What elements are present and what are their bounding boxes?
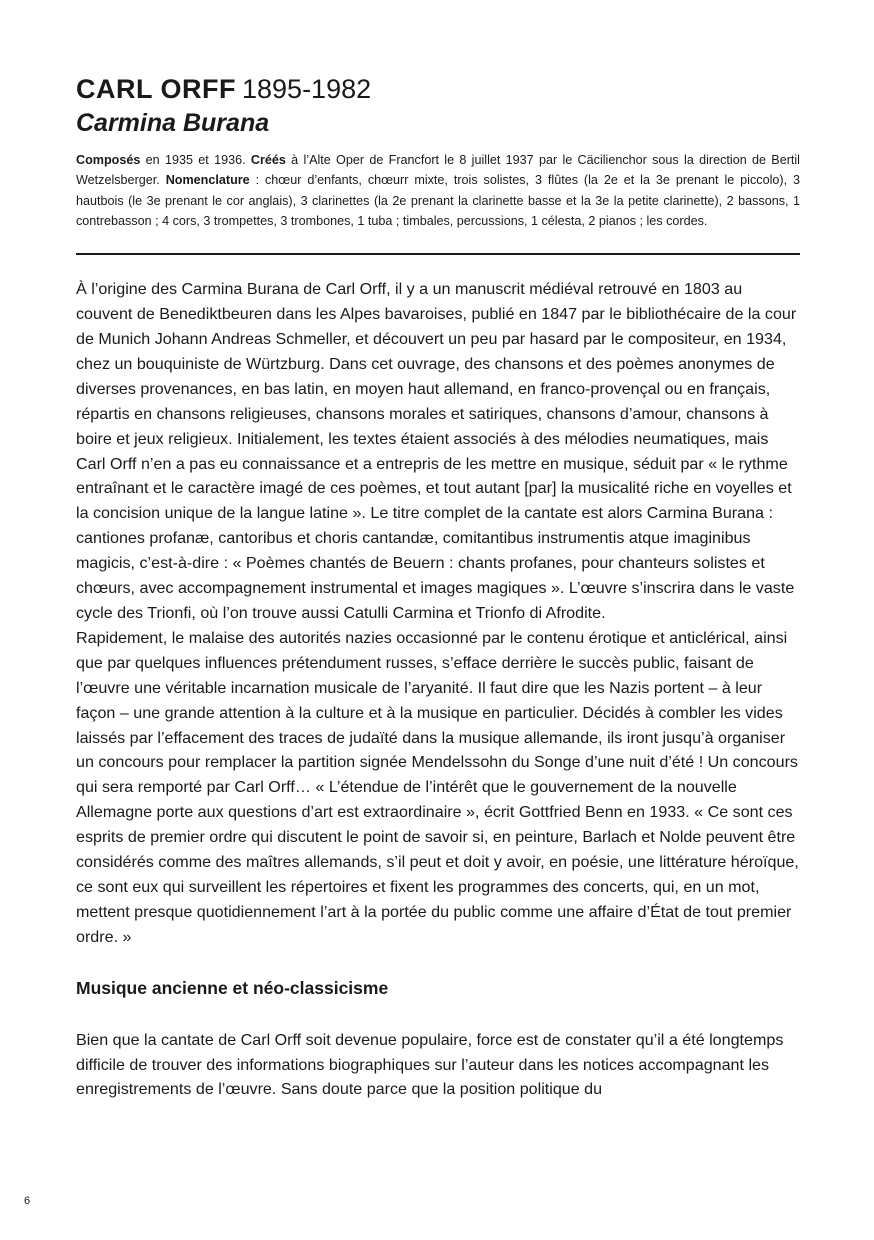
nomenclature-text: : chœur d’enfants, chœurr mixte, trois solistes, 3 flûtes (la 2e et la 3e prenant le piccolo), 3 hautbois (le 3e prenant le cor anglais), 3 clarinettes (la 2e prenant la clarinette basse et la 3e la petite clarinette), 2 bassons, 1 contrebasson ; 4 cors, 3 trompettes, 3 trombones, 1 tuba ; timbales, percussions, 1 célesta, 2 pianos ; les cordes.: [76, 173, 800, 228]
composer-name: CARL ORFF: [76, 74, 236, 104]
crees-text: à l’Alte Oper de Francfort le 8 juillet 1937 par le Cäcilienchor sous la direction de Bertil Wetzelsberger.: [76, 153, 800, 188]
work-title: Carmina Burana: [76, 109, 270, 137]
composes-text: en 1935 et 1936.: [140, 153, 251, 167]
crees-label: Créés: [250, 153, 286, 167]
section-body: [76, 1028, 800, 1103]
divider: [76, 253, 800, 255]
composer-years: 1895-1982: [242, 74, 372, 104]
paragraph-section: Bien que la cantate de Carl Orff soit devenue populaire, force est de constater qu’il a été longtemps difficile de trouver des informations biographiques sur l’auteur dans les notices accompagnant les enregistrements de l’œuvre. Sans doute parce que la position politique du: [76, 1030, 784, 1099]
article-body: [76, 277, 800, 949]
work-notes: [76, 150, 800, 231]
paragraph-origin: À l’origine des Carmina Burana de Carl Orff, il y a un manuscrit médiéval retrouvé en 1803 au couvent de Benediktbeuren dans les Alpes bavaroises, publié en 1847 par le bibliothécaire de la cour de Munich Johann Andreas Schmeller, et découvert un peu par hasard par le compositeur, en 1934, chez un bouquiniste de Würtzburg. Dans cet ouvrage, des chansons et des poèmes anonymes de diverses provenances, en bas latin, en moyen haut allemand, en franco-provençal ou en français, répartis en chansons religieuses, chansons morales et satiriques, chansons d’amour, chansons à boire et jeux religieux. Initialement, les textes étaient associés à des mélodies neumatiques, mais Carl Orff n’en a pas eu connaissance et a entrepris de les mettre en musique, séduit par « le rythme entraînant et le caractère imagé de ces poèmes, et tout autant [par] la musicalité riche en voyelles et la concision unique de la langue latine ». Le titre complet de la cantate est alors Carmina Burana : cantiones profanæ, cantoribus et choris cantandæ, comitantibus instrumentis atque imaginibus magicis, c’est-à-dire : « Poèmes chantés de Beuern : chants profanes, pour chanteurs solistes et chœurs, avec accompagnement instrumental et images magiques ». L’œuvre s’inscrira dans le vaste cycle des Trionfi, où l’on trouve aussi Catulli Carmina et Trionfo di Afrodite.: [76, 280, 797, 622]
page-number: 6: [24, 1195, 31, 1207]
page-title: [76, 74, 800, 104]
paragraph-nazi-context: Rapidement, le malaise des autorités nazies occasionné par le contenu érotique et anticlérical, ainsi que par quelques influences prétendument russes, s’efface derrière le succès public, faisant de l’œuvre une véritable incarnation musicale de l’aryanité. Il faut dire que les Nazis portent – à leur façon – une grande attention à la culture et à la musique en particulier. Décidés à combler les vides laissés par l’effacement des traces de judaïté dans la musique allemande, ils iront jusqu’à organiser un concours pour remplacer la partition signée Mendelssohn du Songe d’une nuit d’été ! Un concours qui sera remporté par Carl Orff… « L’étendue de l’intérêt que le gouvernement de la nouvelle Allemagne porte aux questions d’art est extraordinaire », écrit Gottfried Benn en 1933. « Ce sont ces esprits de premier ordre qui discutent le point de savoir si, en peinture, Barlach et Nolde peuvent être considérés comme des maîtres allemands, s’il peut et doit y avoir, en poésie, une littérature héroïque, ce sont eux qui surveillent les répertoires et fixent les programmes des concerts, qui, en un mot, mettent presque quotidiennement l’art à la portée du public comme une affaire d’État de tout premier ordre. »: [76, 628, 799, 946]
section-heading: Musique ancienne et néo-classicisme: [76, 977, 389, 998]
page-content: [76, 74, 800, 1102]
nomenclature-label: Nomenclature: [165, 173, 250, 188]
composes-label: Composés: [76, 153, 141, 167]
